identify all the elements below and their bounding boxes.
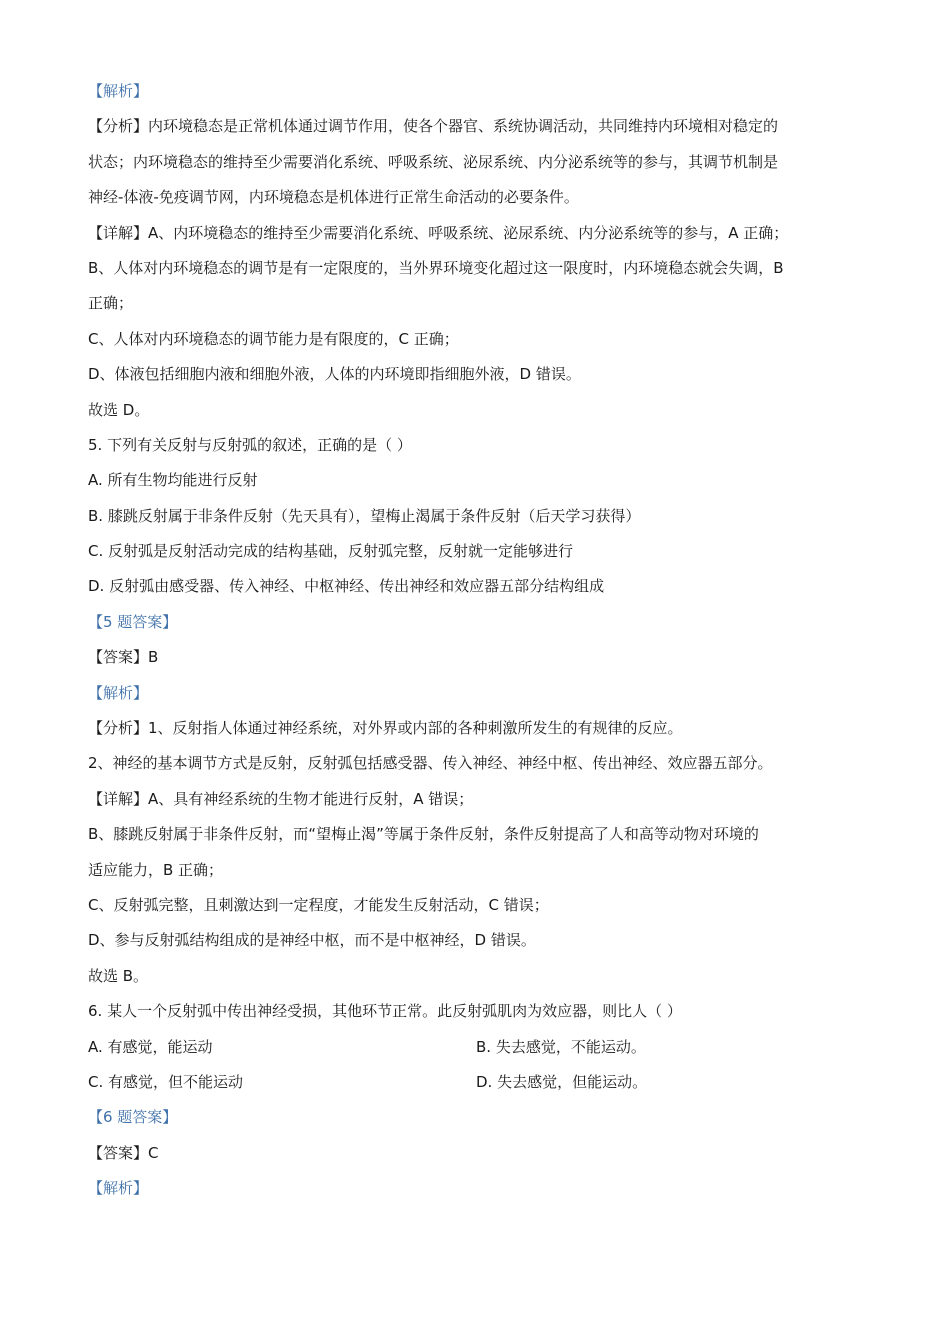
text-line: 正确； [88,294,134,313]
option-item: C. 有感觉，但不能运动 [88,1072,244,1091]
text-line: C. 反射弧是反射活动完成的结构基础，反射弧完整，反射就一定能够进行 [88,542,574,561]
text-line: 【答案】C [88,1143,159,1162]
text-line: 故选 D。 [88,400,150,419]
text-line: 【详解】A、具有神经系统的生物才能进行反射，A 错误； [88,789,474,808]
text-line: 状态；内环境稳态的维持至少需要消化系统、呼吸系统、泌尿系统、内分泌系统等的参与，其调节机制是 [88,152,779,171]
section-tag: 【5 题答案】 [88,612,178,631]
text-line: 【详解】A、内环境稳态的维持至少需要消化系统、呼吸系统、泌尿系统、内分泌系统等的参与，A 正确； [88,223,789,242]
text-line: B. 膝跳反射属于非条件反射（先天具有），望梅止渴属于条件反射（后天学习获得） [88,506,641,525]
section-tag: 【解析】 [88,1179,149,1198]
section-tag: 【6 题答案】 [88,1108,178,1127]
text-line: D、体液包括细胞内液和细胞外液，人体的内环境即指细胞外液，D 错误。 [88,365,581,384]
text-line: 2、神经的基本调节方式是反射，反射弧包括感受器、传入神经、神经中枢、传出神经、效应器五部分。 [88,754,773,773]
text-line: 故选 B。 [88,966,149,985]
section-tag: 【解析】 [88,82,149,100]
text-line: B、人体对内环境稳态的调节是有一定限度的，当外界环境变化超过这一限度时，内环境稳态就会失调，B [88,258,784,277]
section-tag: 【解析】 [88,683,149,702]
option-item: B. 失去感觉，不能运动。 [476,1037,646,1056]
text-line: 【答案】B [88,648,159,667]
text-line: D. 反射弧由感受器、传入神经、中枢神经、传出神经和效应器五部分结构组成 [88,577,605,596]
text-line: C、反射弧完整，且刺激达到一定程度，才能发生反射活动，C 错误； [88,895,549,914]
text-line: 5. 下列有关反射与反射弧的叙述，正确的是（ ） [88,435,412,454]
text-line: C、人体对内环境稳态的调节能力是有限度的，C 正确； [88,329,459,348]
text-line: 适应能力，B 正确； [88,860,224,879]
option-row [88,1065,868,1100]
option-item: A. 有感觉，能运动 [88,1037,213,1056]
text-line: 【分析】内环境稳态是正常机体通过调节作用，使各个器官、系统协调活动，共同维持内环境相对稳定的 [88,117,779,136]
text-line: B、膝跳反射属于非条件反射，而“望梅止渴”等属于条件反射，条件反射提高了人和高等动物对环境的 [88,825,759,844]
option-item: D. 失去感觉，但能运动。 [476,1072,648,1091]
text-line: 神经-体液-免疫调节网，内环境稳态是机体进行正常生命活动的必要条件。 [88,188,579,207]
text-line: 【分析】1、反射指人体通过神经系统，对外界或内部的各种刺激所发生的有规律的反应。 [88,719,683,738]
option-row [88,1030,868,1065]
text-line: D、参与反射弧结构组成的是神经中枢，而不是中枢神经，D 错误。 [88,931,536,950]
text-line: 6. 某人一个反射弧中传出神经受损，其他环节正常。此反射弧肌肉为效应器，则比人（ ） [88,1002,682,1021]
text-line: A. 所有生物均能进行反射 [88,471,258,490]
page-content [88,74,868,1207]
